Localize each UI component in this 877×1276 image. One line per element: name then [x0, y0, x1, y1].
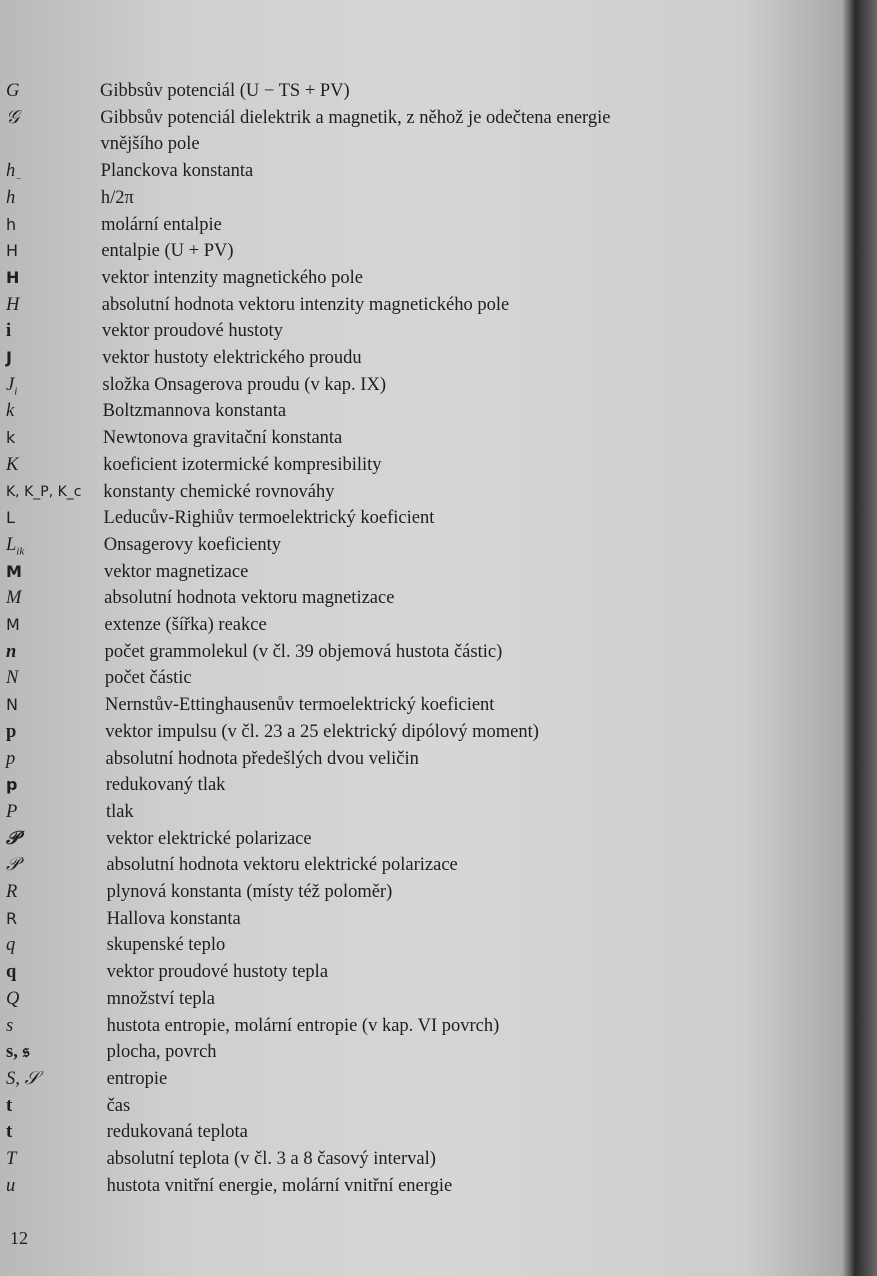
symbol-text: 𝒫 [6, 827, 20, 849]
symbol [6, 238, 18, 264]
list-item [0, 479, 840, 505]
list-item [0, 1093, 840, 1119]
list-item [0, 452, 840, 478]
symbol [6, 78, 19, 104]
list-item [0, 1173, 840, 1199]
symbol-text: n [6, 641, 17, 662]
list-item [0, 532, 840, 558]
symbol-text: Q [6, 988, 20, 1009]
description: absolutní hodnota vektoru intenzity magnetického pole [101, 294, 510, 315]
symbol [6, 852, 19, 878]
description: Onsagerovy koeficienty [103, 534, 281, 555]
symbol [6, 826, 19, 852]
list-item [0, 292, 840, 318]
symbol [6, 185, 15, 211]
symbol-text: M [6, 615, 20, 634]
description: čas [106, 1095, 131, 1116]
symbol [6, 318, 11, 344]
symbol-text: H [6, 294, 20, 315]
symbol-text: s, 𝔰 [6, 1042, 30, 1063]
symbol [6, 212, 16, 238]
list-item [0, 692, 840, 718]
symbol [6, 906, 17, 932]
symbol [6, 665, 18, 691]
description: absolutní hodnota vektoru magnetizace [104, 588, 395, 609]
symbol [6, 1146, 16, 1172]
symbol-text: L [6, 508, 15, 528]
list-item [0, 372, 840, 398]
symbol [6, 345, 12, 371]
symbol-text: k [6, 428, 16, 448]
list-item [0, 78, 840, 104]
list-item [0, 879, 840, 905]
list-item [0, 772, 840, 798]
symbol [6, 1013, 13, 1039]
description: vektor elektrické polarizace [106, 828, 312, 849]
symbol [6, 425, 15, 451]
list-item [0, 719, 840, 745]
description: konstanty chemické rovnováhy [103, 481, 335, 502]
description: molární entalpie [101, 214, 222, 235]
description: h/2π [100, 187, 134, 208]
list-item [0, 559, 840, 585]
list-item [0, 238, 840, 264]
list-item [0, 1146, 840, 1172]
list-item [0, 1066, 840, 1092]
symbol-text: 𝒢 [6, 106, 20, 128]
list-item [0, 612, 840, 638]
list-item [0, 1119, 840, 1145]
list-item [0, 585, 840, 611]
symbol-text: G [6, 81, 20, 101]
description: Planckova konstanta [100, 161, 254, 182]
symbol [6, 1173, 15, 1199]
list-item [0, 665, 840, 691]
symbol [6, 772, 17, 798]
description: Newtonova gravitační konstanta [102, 428, 343, 449]
description: redukovaný tlak [105, 775, 226, 796]
list-item [0, 639, 840, 665]
symbol-text: K, K_P, K_c [6, 483, 82, 500]
symbol-text: u [6, 1175, 16, 1196]
symbol [6, 105, 19, 131]
description: Gibbsův potenciál dielektrik a magnetik, z něhož je odečtena energie [100, 107, 611, 128]
list-item [0, 425, 840, 451]
list-item [0, 158, 840, 184]
list-item [0, 986, 840, 1012]
list-item [0, 131, 840, 157]
description: vektor hustoty elektrického proudu [102, 348, 362, 368]
description: skupenské teplo [106, 935, 226, 956]
symbol-text: p [6, 748, 16, 769]
description: vnějšího pole [100, 134, 200, 155]
list-item [0, 345, 840, 371]
description: vektor proudové hustoty tepla [106, 962, 329, 983]
symbol [6, 398, 14, 424]
description: entropie [106, 1068, 168, 1089]
description: tlak [105, 801, 134, 822]
description: hustota entropie, molární entropie (v kap. VI povrch) [106, 1015, 500, 1036]
symbol-text: P [6, 801, 18, 822]
description: Boltzmannova konstanta [102, 401, 287, 422]
symbol-text: R [6, 908, 18, 928]
symbol [6, 1066, 39, 1092]
description: vektor impulsu (v čl. 23 a 25 elektrický dipólový moment) [105, 721, 539, 742]
symbol [6, 612, 20, 638]
symbol-subscript: ₋ [15, 171, 22, 184]
list-item [0, 826, 840, 852]
description: Nernstův-Ettinghausenův termoelektrický koeficient [105, 695, 495, 716]
symbol-text: L [6, 534, 17, 555]
description: koeficient izotermické kompresibility [103, 454, 382, 475]
description: Hallova konstanta [106, 908, 241, 929]
symbol-text: h [6, 214, 17, 234]
description: hustota vnitřní energie, molární vnitřní energie [106, 1175, 453, 1196]
list-item [0, 398, 840, 424]
symbol [6, 1119, 12, 1145]
symbol-text: q [6, 935, 16, 956]
description: vektor proudové hustoty [101, 321, 283, 342]
description: složka Onsagerova proudu (v kap. IX) [102, 374, 386, 395]
list-item [0, 505, 840, 531]
description: vektor intenzity magnetického pole [101, 267, 364, 288]
description: plocha, povrch [106, 1042, 217, 1063]
symbol-text: t [6, 1122, 13, 1143]
list-item [0, 318, 840, 344]
symbol-text: M [6, 588, 22, 609]
list-item [0, 265, 840, 291]
list-item [0, 906, 840, 932]
symbol [6, 932, 15, 958]
symbol-text: K [6, 454, 19, 475]
list-item [0, 852, 840, 878]
symbol-subscript: ik [16, 545, 25, 558]
list-item [0, 799, 840, 825]
symbol-text: H [6, 241, 19, 261]
list-item [0, 105, 840, 131]
description: počet grammolekul (v čl. 39 objemová hustota částic) [104, 641, 503, 662]
symbol [6, 959, 16, 985]
list-item [0, 932, 840, 958]
symbol [6, 505, 15, 531]
symbol-text: h [6, 161, 16, 182]
symbol-text: k [6, 401, 15, 422]
description: Leducův-Righiův termoelektrický koeficient [103, 508, 435, 529]
symbol-text: S, 𝒮 [6, 1068, 39, 1089]
symbol [6, 639, 16, 665]
symbol-text: T [6, 1149, 17, 1169]
symbol-text: i [6, 321, 12, 342]
description: absolutní hodnota předešlých dvou veličin [105, 748, 419, 769]
symbol [6, 1039, 29, 1065]
page-number: 12 [10, 1228, 28, 1248]
symbol [6, 879, 17, 905]
symbol-text: M [6, 561, 22, 581]
description: plynová konstanta (místy též poloměr) [106, 882, 393, 902]
symbol-text: s [6, 1015, 14, 1036]
symbol [6, 986, 19, 1012]
symbol-text: N [6, 668, 19, 689]
symbol-text: p [6, 775, 18, 795]
symbol-text: N [6, 695, 18, 715]
symbol-text: J [6, 374, 15, 395]
list-item [0, 1039, 840, 1065]
symbol [6, 559, 22, 585]
description: počet částic [104, 668, 192, 689]
description: redukovaná teplota [106, 1122, 248, 1143]
description: entalpie (U + PV) [101, 241, 234, 262]
description: Gibbsův potenciál (U − TS + PV) [100, 81, 350, 101]
symbol-text: q [6, 962, 17, 983]
symbol [6, 799, 17, 825]
list-item [0, 959, 840, 985]
symbol [6, 479, 81, 505]
list-item [0, 185, 840, 211]
symbol-text: p [6, 721, 17, 742]
description: absolutní teplota (v čl. 3 a 8 časový interval) [106, 1149, 436, 1169]
symbol [6, 719, 16, 745]
symbol [6, 452, 18, 478]
symbol [6, 692, 18, 718]
description: množství tepla [106, 988, 216, 1009]
symbol-text: h [6, 187, 16, 208]
symbol [6, 1093, 12, 1119]
list-item [0, 1013, 840, 1039]
list-item [0, 746, 840, 772]
symbol-text: H [6, 267, 20, 287]
symbol [6, 585, 21, 611]
symbol [6, 265, 19, 291]
symbol-text: 𝒫 [6, 854, 20, 876]
symbol-text: t [6, 1095, 13, 1116]
symbol-subscript: i [14, 385, 18, 398]
description: extenze (šířka) reakce [104, 615, 267, 635]
description: absolutní hodnota vektoru elektrické polarizace [106, 855, 458, 876]
description: vektor magnetizace [103, 561, 249, 582]
list-item [0, 212, 840, 238]
symbol [6, 746, 15, 772]
symbol-text: J [6, 348, 12, 367]
symbol [6, 292, 19, 318]
symbol-text: R [6, 882, 18, 902]
